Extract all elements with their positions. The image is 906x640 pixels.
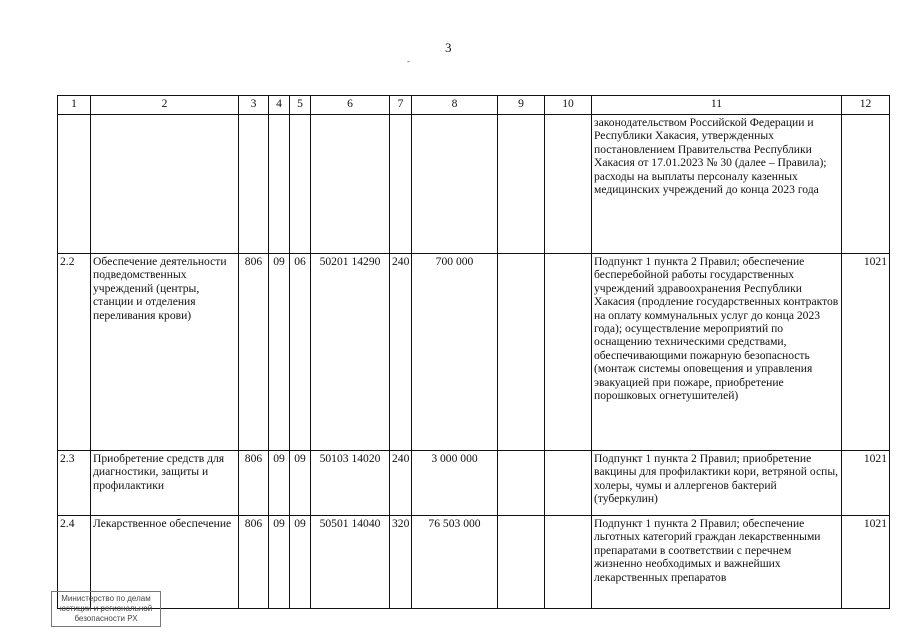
code-expense-type: 240 [390,451,412,516]
amount: 3 000 000 [412,451,498,516]
cell-empty [412,115,498,254]
page-number: 3 [445,40,452,55]
page-dash-mark: - [407,56,410,66]
code-col12: 1021 [842,254,890,451]
header-cell: 2 [91,96,239,115]
row-number: 2.3 [58,451,91,516]
cell-col10 [545,516,592,609]
row-name: Обеспечение деятельности подведомственных учреждений (центры, станции и отделения переливания крови) [91,254,239,451]
header-cell: 9 [498,96,545,115]
table-row-continuation [58,115,890,254]
code-subsection: 06 [290,254,311,451]
cell-empty [269,115,290,254]
budget-table [57,95,890,609]
cell-empty [239,115,269,254]
cell-col10 [545,254,592,451]
ministry-stamp [51,591,161,627]
code-expense-type: 320 [390,516,412,609]
header-cell: 7 [390,96,412,115]
cell-empty [91,115,239,254]
header-cell: 3 [239,96,269,115]
row-number: 2.4 [58,516,91,609]
header-cell: 11 [592,96,842,115]
table-row [58,451,890,516]
header-cell: 12 [842,96,890,115]
header-row [58,96,890,115]
row-name: Лекарственное обеспечение [91,516,239,609]
code-ministry: 806 [239,254,269,451]
header-cell: 1 [58,96,91,115]
code-ministry: 806 [239,451,269,516]
header-cell: 6 [311,96,390,115]
cell-empty [311,115,390,254]
code-target: 50201 14290 [311,254,390,451]
cell-empty [842,115,890,254]
row-name: Приобретение средств для диагностики, защиты и профилактики [91,451,239,516]
table-row [58,254,890,451]
cell-description: Подпункт 1 пункта 2 Правил; приобретение вакцины для профилактики кори, ветряной оспы, холеры, чумы и аллергенов бактерий (туберкулин) [592,451,842,516]
cell-col10 [545,451,592,516]
cell-empty [58,115,91,254]
header-cell: 8 [412,96,498,115]
code-section: 09 [269,254,290,451]
stamp-line: безопасности РХ [74,614,138,623]
code-target: 50103 14020 [311,451,390,516]
code-subsection: 09 [290,451,311,516]
stamp-line: юстиции и региональной [59,604,153,613]
stamp-line: Министерство по делам [61,594,151,603]
header-cell: 4 [269,96,290,115]
cell-col9 [498,451,545,516]
cell-empty [545,115,592,254]
code-subsection: 09 [290,516,311,609]
code-col12: 1021 [842,451,890,516]
cell-empty [498,115,545,254]
cell-col9 [498,516,545,609]
cell-col9 [498,254,545,451]
amount: 700 000 [412,254,498,451]
code-section: 09 [269,451,290,516]
cell-empty [390,115,412,254]
header-cell: 10 [545,96,592,115]
code-col12: 1021 [842,516,890,609]
code-target: 50501 14040 [311,516,390,609]
table-row [58,516,890,609]
code-section: 09 [269,516,290,609]
code-expense-type: 240 [390,254,412,451]
header-cell: 5 [290,96,311,115]
amount: 76 503 000 [412,516,498,609]
cell-empty [290,115,311,254]
row-number: 2.2 [58,254,91,451]
code-ministry: 806 [239,516,269,609]
cell-description: Подпункт 1 пункта 2 Правил; обеспечение бесперебойной работы государственных учреждений здравоохранения Республики Хакасия (продление государственных контрактов на оплату коммунальных услуг до конца 2023 года); осуществление мероприятий по оснащению техническими средствами, обеспечивающими пожарную безопасность (монтаж системы оповещения и управления эвакуацией при пожаре, приобретение порошковых огнетушителей) [592,254,842,451]
cell-description: Подпункт 1 пункта 2 Правил; обеспечение льготных категорий граждан лекарственными препаратами в соответствии с перечнем жизненно необходимых и важнейших лекарственных препаратов [592,516,842,609]
cell-description: законодательством Российской Федерации и Республики Хакасия, утвержденных постановлением Правительства Республики Хакасия от 17.01.2023 № 30 (далее – Правила); расходы на выплаты персоналу казенных медицинских учреждений до конца 2023 года [592,115,842,254]
